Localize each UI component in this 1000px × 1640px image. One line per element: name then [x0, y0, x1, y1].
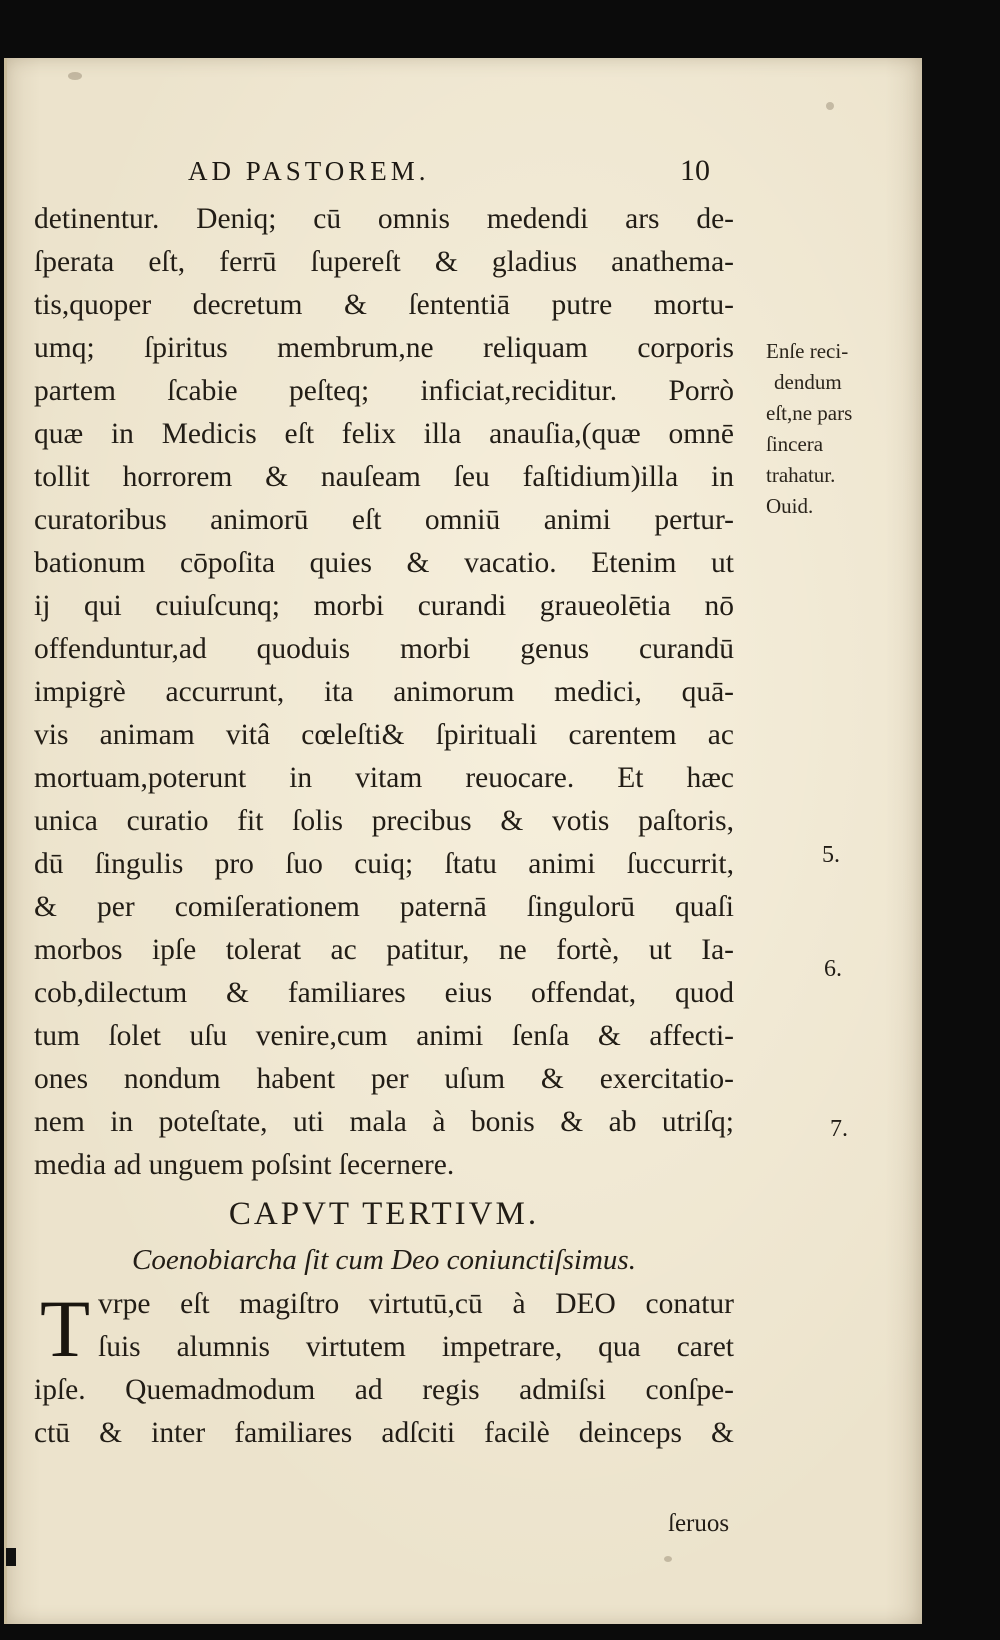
margin-note-line: Ouid. [766, 494, 814, 518]
text-line: vrpe eſt magiſtro virtutū,cū à DEO conatur [98, 1288, 734, 1320]
text-line: ij qui cuiuſcunq; morbi curandi graueolētia nō [34, 590, 734, 622]
catchword: ſeruos [668, 1510, 730, 1537]
chapter-opening [34, 1283, 734, 1374]
page-number: 10 [680, 154, 710, 187]
text-line: detinentur. Deniq; cū omnis medendi ars de- [34, 203, 734, 235]
running-head [4, 156, 922, 196]
text-line: nem in poteſtate, uti mala à bonis & ab utriſq; [34, 1106, 734, 1138]
text-line: cob,dilectum & familiares eius offendat, quod [34, 977, 734, 1009]
ink-smudge [826, 102, 834, 110]
margin-note-line: trahatur. [766, 463, 836, 487]
margin-note [766, 336, 896, 522]
text-line: ones nondum habent per uſum & exercitatio- [34, 1063, 734, 1095]
text-line: impigrè accurrunt, ita animorum medici, quā- [34, 676, 734, 708]
book-page [4, 58, 922, 1624]
margin-note-line: Enſe reci- [766, 339, 849, 363]
text-line: quæ in Medicis eſt felix illa anauſia,(quæ omnē [34, 418, 734, 450]
margin-number: 5. [822, 842, 840, 868]
main-text-block [34, 198, 734, 1455]
margin-number: 7. [830, 1116, 848, 1142]
ink-smudge [68, 72, 82, 80]
text-line: & per comiſerationem paternā ſingulorū quaſi [34, 891, 734, 923]
text-line: tis,quoper decretum & ſententiā putre mortu- [34, 289, 734, 321]
text-line: ſuis alumnis virtutem impetrare, qua caret [98, 1331, 734, 1363]
margin-note-line: dendum [774, 370, 842, 394]
text-line: morbos ipſe tolerat ac patitur, ne fortè, ut Ia- [34, 934, 734, 966]
text-line: ipſe. Quemadmodum ad regis admiſsi conſpe- [34, 1374, 734, 1406]
margin-note-line: eſt,ne pars [766, 401, 853, 425]
text-line: umq; ſpiritus membrum,ne reliquam corporis [34, 332, 734, 364]
text-line: partem ſcabie peſteq; inficiat,reciditur. Porrò [34, 375, 734, 407]
ink-smudge [664, 1556, 672, 1562]
text-line: tum ſolet uſu venire,cum animi ſenſa & affecti- [34, 1020, 734, 1052]
text-line: tollit horrorem & nauſeam ſeu faſtidium)illa in [34, 461, 734, 493]
page-gutter [4, 58, 7, 1624]
text-line: dū ſingulis pro ſuo cuiq; ſtatu animi ſuccurrit, [34, 848, 734, 880]
text-line: vis animam vitâ cœleſti& ſpirituali carentem ac [34, 719, 734, 751]
margin-number: 6. [824, 956, 842, 982]
chapter-heading: CAPVT TERTIVM. [228, 1196, 540, 1232]
chapter-subtitle: Coenobiarcha ſit cum Deo coniunctiſsimus. [132, 1244, 636, 1276]
text-line: media ad unguem poſsint ſecernere. [34, 1149, 455, 1181]
margin-note-line: ſincera [766, 432, 824, 456]
text-line: curatoribus animorū eſt omniū animi pertur- [34, 504, 734, 536]
text-line: ctū & inter familiares adſciti facilè deinceps & [34, 1417, 734, 1449]
text-line: mortuam,poterunt in vitam reuocare. Et hæc [34, 762, 734, 794]
drop-capital: T [40, 1283, 91, 1374]
text-line: unica curatio fit ſolis precibus & votis paſtoris, [34, 805, 734, 837]
binding-mark [6, 1548, 16, 1566]
text-line: bationum cōpoſita quies & vacatio. Etenim ut [34, 547, 734, 579]
text-line: offenduntur,ad quoduis morbi genus curandū [34, 633, 734, 665]
running-head-title: AD PASTOREM. [188, 156, 430, 186]
text-line: ſperata eſt, ferrū ſupereſt & gladius anathema- [34, 246, 734, 278]
